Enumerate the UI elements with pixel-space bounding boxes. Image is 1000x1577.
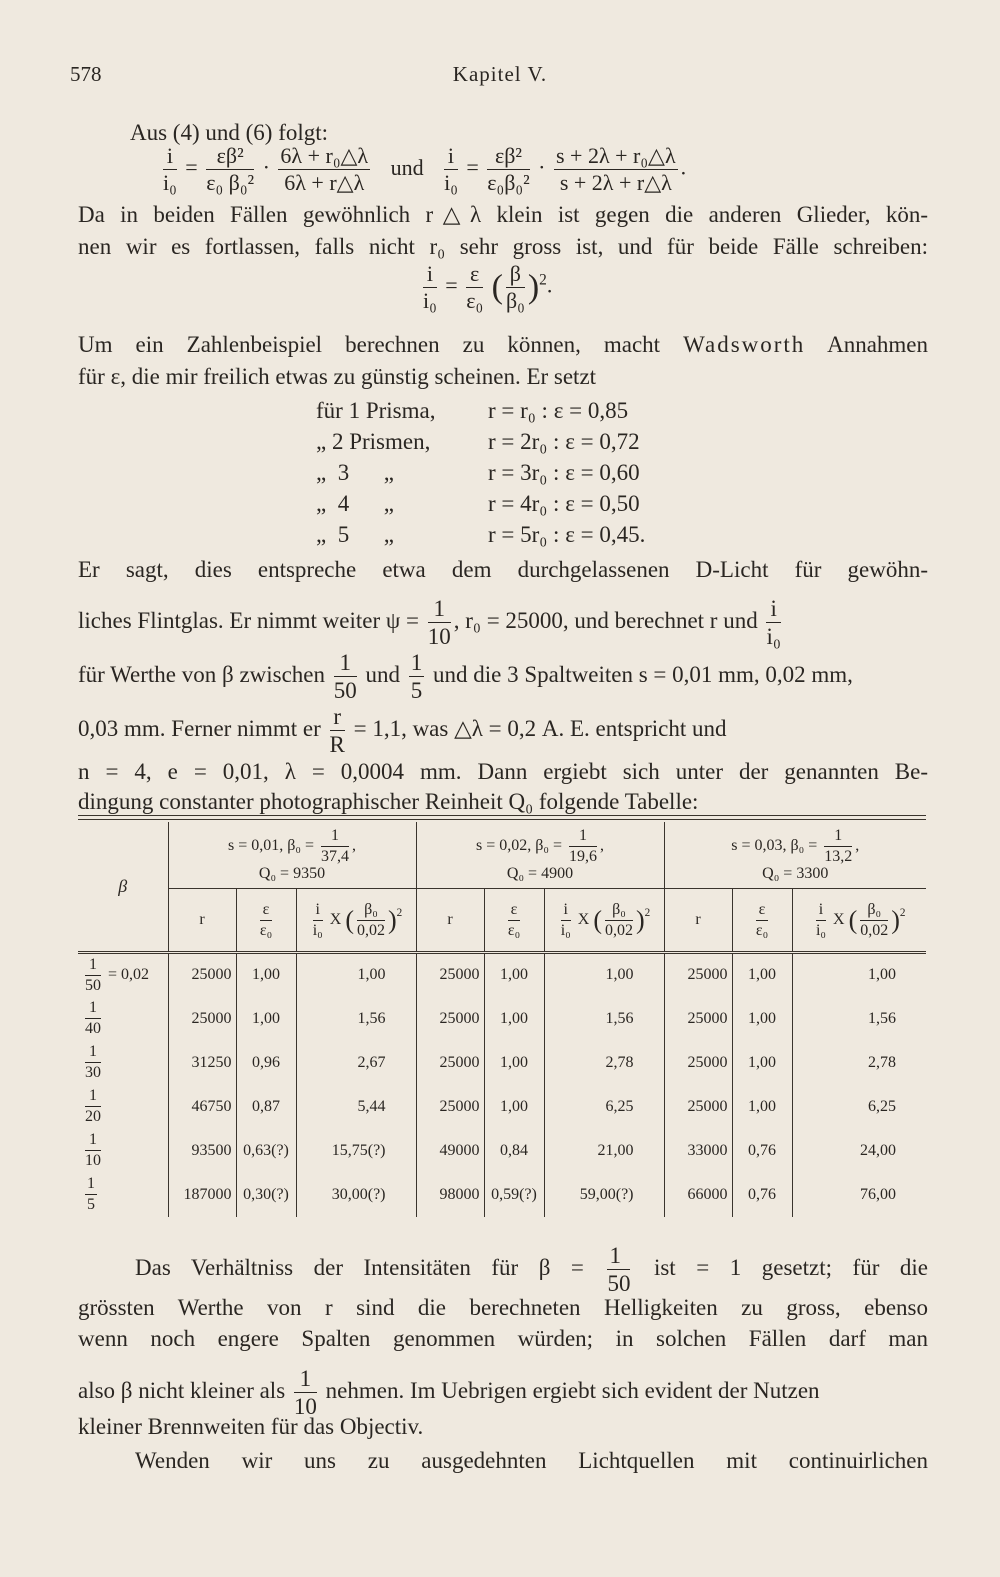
col-r: r [664,889,732,953]
table-cell: 25000 [416,997,484,1041]
text-line: nen wir es fortlassen, falls nicht r₀ sehr gross ist, und für beide Fälle schreiben: [78,234,928,259]
table-cell: 187000 [168,1173,236,1217]
text-line: Das Verhältniss der Intensitäten für β = $\frac{1}{50}$ ist = 1 gesetzt; für die [135,1243,928,1296]
table-row [78,953,926,997]
list-item: r = 5r₀ : ε = 0,45. [488,522,646,547]
table-cell: 49000 [416,1129,484,1173]
list-item: r = r₀ : ε = 0,85 [488,398,629,423]
table-cell: 1,00 [732,953,792,997]
text-line: für Werthe von β zwischen $\frac{1}{50}$ und $\frac{1}{5}$ und die 3 Spaltweiten s = 0,01 mm, 0,02 mm, [78,650,853,703]
table-cell: 25000 [664,1085,732,1129]
text-line: kleiner Brennweiten für das Objectiv. [78,1414,424,1439]
beta-value: $\frac{1}{10}$ [85,1131,101,1169]
col-ratio: $\frac{i}{\text{i₀}}$ X ( $\frac{\text{β₀}}{0,02}$ )$^2$ [544,889,664,953]
table-cell: 59,00(?) [544,1173,664,1217]
table-cell: 24,00 [792,1129,926,1173]
table-top-rule-2 [78,819,926,820]
text-line: 0,03 mm. Ferner nimmt er $\frac{r}{R}$ = 1,1, was △λ = 0,2 A. E. entspricht und [78,704,727,757]
table-cell: 25000 [664,997,732,1041]
table-cell: 0,59(?) [484,1173,544,1217]
table-cell: 6,25 [792,1085,926,1129]
list-item: „ 5 „ [316,522,394,547]
table-cell: 25000 [168,997,236,1041]
table-cell: 0,96 [236,1041,296,1085]
author-name: Wadsworth [683,332,806,357]
equation-1: $\frac{i}{\text{i₀}}$ = $\frac{\text{εβ²}}{\text{ε₀ β₀²}}$ · $\frac{\text{6λ + r₀△λ}}{6\lambda + r\triangle\lambda}$ und $\frac{i}{\text{i₀}}$ = $\frac{\text{εβ²}}{\text{ε₀β₀²}}$ · $\frac{\text{s + 2λ + r₀△λ}}{s + 2\lambda + r\triangle\lambda}$ . [163,143,687,195]
table-cell: 5,44 [296,1085,416,1129]
table-cell: 2,78 [544,1041,664,1085]
beta-value: $\frac{1}{20}$ [85,1087,101,1125]
table-cell: 0,87 [236,1085,296,1129]
text-line: wenn noch engere Spalten genommen würden; in solchen Fällen darf man [78,1326,928,1351]
table-row [78,997,926,1041]
table-cell: 31250 [168,1041,236,1085]
table-cell: 1,56 [544,997,664,1041]
table-cell: 1,00 [484,997,544,1041]
table-cell: 25000 [664,1041,732,1085]
col-ratio: $\frac{i}{\text{i₀}}$ X ( $\frac{\text{β₀}}{0,02}$ )$^2$ [296,889,416,953]
table-cell: 1,00 [544,953,664,997]
table-cell: 0,30(?) [236,1173,296,1217]
group-header-1: s = 0,01, β₀ = $\frac{1}{37,4}$ , Q₀ = 9350 [168,822,416,889]
text-line: liches Flintglas. Er nimmt weiter ψ = $\frac{1}{10}$ , r₀ = 25000, und berechnet r und $\frac{i}{\text{i₀}}$ [78,596,781,649]
col-r: r [416,889,484,953]
table-body [78,953,926,1217]
table-cell: 2,67 [296,1041,416,1085]
table-cell: 1,00 [296,953,416,997]
group-header-3: s = 0,03, β₀ = $\frac{1}{13,2}$ , Q₀ = 3300 [664,822,926,889]
table-cell: 33000 [664,1129,732,1173]
table-cell: 1,00 [484,1085,544,1129]
text-line: für ε, die mir freilich etwas zu günstig scheinen. Er setzt [78,364,597,389]
page-number: 578 [70,62,102,86]
table-cell: 76,00 [792,1173,926,1217]
table-cell: 1,00 [484,1041,544,1085]
table-cell: 25000 [416,1041,484,1085]
equation-2: $\frac{i}{\text{i₀}}$ = $\frac{\varepsilon}{\text{ε₀}}$ ( $\frac{\beta}{\text{β₀}}$ )$^2$. [423,261,553,313]
beta-value: $\frac{1}{40}$ [85,999,101,1037]
text-line: Um ein Zahlenbeispiel berechnen zu können, macht Wadsworth Annahmen [78,332,928,357]
table-cell: 25000 [168,953,236,997]
table-cell: 2,78 [792,1041,926,1085]
table-cell: 46750 [168,1085,236,1129]
text-line: Er sagt, dies entspreche etwa dem durchgelassenen D-Licht für gewöhn- [78,557,928,582]
chapter-title: Kapitel V. [452,62,548,86]
beta-header: β [78,822,168,953]
list-item: r = 2r₀ : ε = 0,72 [488,429,640,454]
list-item: „ 3 „ [316,460,394,485]
running-header [70,62,930,96]
table-row [78,1173,926,1217]
table-cell: 1,56 [792,997,926,1041]
table-cell: 1,00 [236,997,296,1041]
table-cell: 25000 [664,953,732,997]
text-line: Aus (4) und (6) folgt: [130,120,329,145]
col-eps: $\frac{\varepsilon}{\text{ε₀}}$ [484,889,544,953]
table-cell: 93500 [168,1129,236,1173]
table-cell: 0,76 [732,1173,792,1217]
table-cell: 21,00 [544,1129,664,1173]
table-cell: 1,56 [296,997,416,1041]
table-cell: 0,84 [484,1129,544,1173]
table-cell: 98000 [416,1173,484,1217]
col-r: r [168,889,236,953]
table-row [78,1085,926,1129]
col-ratio: $\frac{i}{\text{i₀}}$ X ( $\frac{\text{β₀}}{0,02}$ )$^2$ [792,889,926,953]
table-cell: 30,00(?) [296,1173,416,1217]
text-line: also β nicht kleiner als $\frac{1}{10}$ nehmen. Im Uebrigen ergiebt sich evident der Nutzen [78,1366,820,1419]
table-cell: 1,00 [732,1085,792,1129]
table-cell: 6,25 [544,1085,664,1129]
table-cell: 0,76 [732,1129,792,1173]
text-line: n = 4, e = 0,01, λ = 0,0004 mm. Dann ergiebt sich unter der genannten Be- [78,759,928,784]
table-cell: 15,75(?) [296,1129,416,1173]
group-header-2: s = 0,02, β₀ = $\frac{1}{19,6}$ , Q₀ = 4900 [416,822,664,889]
table-cell: 1,00 [236,953,296,997]
col-eps: $\frac{\varepsilon}{\text{ε₀}}$ [732,889,792,953]
beta-value: $\frac{1}{30}$ [85,1043,101,1081]
table-cell: 25000 [416,1085,484,1129]
table-cell: 66000 [664,1173,732,1217]
list-item: r = 3r₀ : ε = 0,60 [488,460,640,485]
table-row [78,1041,926,1085]
beta-value: $\frac{1}{50}$ = 0,02 [85,955,150,994]
table-cell: 1,00 [484,953,544,997]
beta-value: $\frac{1}{5}$ [87,1175,95,1213]
data-table [78,822,926,1217]
text-line: grössten Werthe von r sind die berechneten Helligkeiten zu gross, ebenso [78,1295,928,1320]
table-top-rule [78,815,926,816]
list-item: „ 2 Prismen, [316,429,431,454]
list-item: r = 4r₀ : ε = 0,50 [488,491,640,516]
table-row [78,1129,926,1173]
table-cell: 0,63(?) [236,1129,296,1173]
list-item: für 1 Prisma, [316,398,436,423]
list-item: „ 4 „ [316,491,394,516]
table-cell: 25000 [416,953,484,997]
text-line: Wenden wir uns zu ausgedehnten Lichtquellen mit continuirlichen [135,1448,928,1473]
table-cell: 1,00 [732,997,792,1041]
text-line: Da in beiden Fällen gewöhnlich r△λ klein ist gegen die anderen Glieder, kön- [78,202,928,227]
table-cell: 1,00 [732,1041,792,1085]
text-line: dingung constanter photographischer Reinheit Q₀ folgende Tabelle: [78,789,699,814]
table-cell: 1,00 [792,953,926,997]
col-eps: $\frac{\varepsilon}{\text{ε₀}}$ [236,889,296,953]
